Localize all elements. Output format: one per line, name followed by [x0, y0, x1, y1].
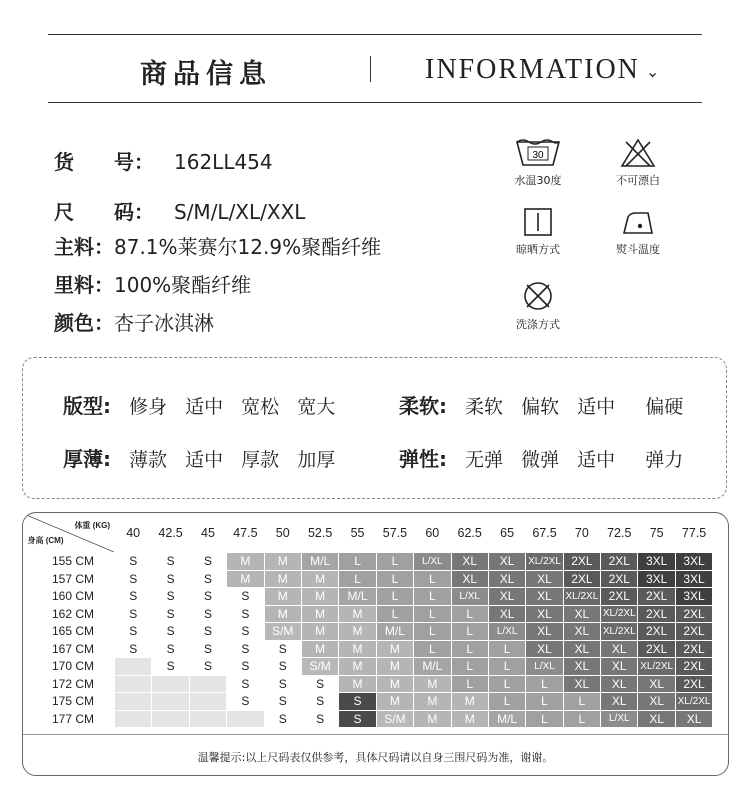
info-label: 主料： — [54, 235, 114, 259]
size-cell: XL — [638, 675, 675, 693]
size-cell — [115, 710, 152, 728]
size-cell: S — [264, 710, 301, 728]
care-label: 不可漂白 — [616, 174, 660, 187]
size-cell: M — [376, 693, 413, 711]
size-cell: S — [189, 658, 226, 676]
size-cell: S — [189, 623, 226, 641]
weight-header: 65 — [488, 514, 525, 553]
size-cell: S — [264, 640, 301, 658]
feature-option: 柔软 — [465, 396, 504, 418]
size-cell: M — [376, 658, 413, 676]
size-cell: M — [414, 675, 451, 693]
height-cell: 155 CM — [24, 553, 115, 571]
feature-option-selected: 适中 — [185, 445, 223, 472]
weight-header: 77.5 — [675, 514, 712, 553]
size-cell — [115, 693, 152, 711]
care-bleach — [608, 138, 668, 188]
weight-header: 57.5 — [376, 514, 413, 553]
size-cell: 3XL — [675, 588, 712, 606]
size-cell: L/XL — [488, 623, 525, 641]
feature-option: 偏软 — [521, 396, 560, 418]
feature-option: 薄款 — [129, 449, 168, 471]
size-cell — [115, 675, 152, 693]
weight-header: 62.5 — [451, 514, 488, 553]
size-cell: XL — [675, 710, 712, 728]
size-cell: XL — [451, 553, 488, 571]
size-table — [23, 513, 713, 728]
size-cell — [152, 693, 189, 711]
size-cell: S — [189, 605, 226, 623]
size-chart — [22, 512, 729, 776]
size-cell: L — [526, 710, 563, 728]
size-cell: L — [563, 710, 600, 728]
table-row — [24, 675, 713, 693]
size-cell: M — [339, 640, 376, 658]
height-cell: 170 CM — [24, 658, 115, 676]
size-cell: M — [339, 675, 376, 693]
size-cell: M — [339, 623, 376, 641]
size-cell: M — [264, 570, 301, 588]
weight-header: 72.5 — [601, 514, 638, 553]
no-dryclean-icon — [522, 280, 554, 312]
size-cell: M — [264, 605, 301, 623]
feature-option: 加厚 — [297, 449, 336, 471]
height-cell: 167 CM — [24, 640, 115, 658]
size-cell: L — [451, 658, 488, 676]
size-cell: S/M — [301, 658, 338, 676]
size-cell: S — [227, 623, 264, 641]
weight-header: 42.5 — [152, 514, 189, 553]
size-cell: M — [339, 658, 376, 676]
weight-header: 40 — [115, 514, 152, 553]
size-cell: M/L — [301, 553, 338, 571]
table-row — [24, 693, 713, 711]
feature-label: 版型: — [63, 394, 111, 418]
feature-label: 弹性: — [399, 447, 447, 471]
size-cell: 3XL — [638, 553, 675, 571]
size-cell: S — [264, 675, 301, 693]
size-cell: M — [414, 710, 451, 728]
feature-option: 微弹 — [521, 449, 560, 471]
size-cell — [115, 658, 152, 676]
size-cell: L — [488, 693, 525, 711]
size-cell: S — [189, 588, 226, 606]
size-cell: L — [376, 605, 413, 623]
size-cell: M — [376, 640, 413, 658]
care-iron — [608, 207, 668, 257]
size-cell: M — [301, 640, 338, 658]
size-cell: L/XL — [526, 658, 563, 676]
height-axis-label: 身高 (CM) — [27, 536, 64, 545]
weight-header: 50 — [264, 514, 301, 553]
info-label: 尺 码： — [54, 200, 154, 224]
feature-softness — [399, 390, 683, 419]
size-cell: M — [451, 693, 488, 711]
size-cell: S — [152, 623, 189, 641]
size-cell: L — [414, 623, 451, 641]
size-cell: S/M — [264, 623, 301, 641]
feature-option-selected: 适中 — [577, 392, 615, 419]
size-cell: L — [488, 640, 525, 658]
feature-option: 厚款 — [241, 449, 280, 471]
chevron-down-icon: ⌄ — [645, 63, 662, 81]
size-cell: M — [376, 675, 413, 693]
feature-option: 宽大 — [297, 396, 336, 418]
care-dry — [508, 207, 568, 257]
weight-header: 67.5 — [526, 514, 563, 553]
size-note: 温馨提示:以上尺码表仅供参考，具体尺码请以自身三围尺码为准，谢谢。 — [197, 751, 554, 764]
top-divider — [48, 34, 702, 35]
size-cell: XL — [563, 605, 600, 623]
size-cell: L/XL — [451, 588, 488, 606]
size-cell: S — [227, 605, 264, 623]
size-cell: M/L — [488, 710, 525, 728]
size-cell: L — [451, 640, 488, 658]
size-cell: XL — [601, 675, 638, 693]
weight-header: 47.5 — [227, 514, 264, 553]
size-cell: 3XL — [638, 570, 675, 588]
weight-header: 75 — [638, 514, 675, 553]
feature-fit — [63, 390, 335, 419]
size-cell: S — [339, 710, 376, 728]
weight-axis-label: 体重 (KG) — [74, 520, 110, 530]
size-cell — [152, 710, 189, 728]
size-cell: 2XL — [601, 553, 638, 571]
info-value: 162LL454 — [174, 150, 273, 174]
info-row-main-material — [54, 231, 381, 260]
size-cell: XL/2XL — [601, 623, 638, 641]
weight-header: 45 — [189, 514, 226, 553]
size-cell: L/XL — [601, 710, 638, 728]
size-cell: M — [301, 588, 338, 606]
weight-header: 52.5 — [301, 514, 338, 553]
table-row — [24, 570, 713, 588]
care-dryclean — [508, 280, 568, 332]
size-table-body — [24, 553, 713, 728]
size-cell: XL — [563, 640, 600, 658]
iron-icon — [618, 207, 658, 237]
size-cell: XL — [526, 623, 563, 641]
size-cell: L — [451, 623, 488, 641]
size-cell — [189, 675, 226, 693]
size-cell: L — [376, 588, 413, 606]
size-cell: L — [488, 675, 525, 693]
size-cell: L — [488, 658, 525, 676]
size-cell: L — [563, 693, 600, 711]
info-value: 杏子冰淇淋 — [114, 311, 214, 335]
size-cell: XL/2XL — [526, 553, 563, 571]
table-row — [24, 588, 713, 606]
size-cell: M — [339, 605, 376, 623]
info-row-size — [54, 196, 305, 225]
size-cell: S — [189, 570, 226, 588]
feature-option-selected: 无弹 — [465, 445, 503, 472]
size-cell: L — [376, 553, 413, 571]
size-cell: L — [526, 693, 563, 711]
size-cell: L — [414, 605, 451, 623]
size-cell: XL — [638, 693, 675, 711]
wash-30-icon — [515, 138, 561, 168]
size-cell: XL — [563, 658, 600, 676]
table-row — [24, 658, 713, 676]
header-bottom-divider — [48, 102, 702, 103]
size-cell: 2XL — [638, 640, 675, 658]
size-cell: 3XL — [675, 570, 712, 588]
table-row — [24, 640, 713, 658]
title-chinese: 商品信息 — [140, 59, 272, 90]
feature-option: 适中 — [185, 396, 224, 418]
size-cell: S — [339, 693, 376, 711]
feature-option: 弹力 — [645, 449, 684, 471]
table-row — [24, 605, 713, 623]
info-value: S/M/L/XL/XXL — [174, 200, 306, 224]
no-bleach-icon — [618, 138, 658, 168]
size-cell: S — [264, 658, 301, 676]
feature-thickness — [63, 443, 335, 472]
size-cell: M/L — [376, 623, 413, 641]
size-cell: S — [152, 640, 189, 658]
size-cell: L — [414, 640, 451, 658]
size-cell: M — [227, 553, 264, 571]
care-wash — [508, 138, 568, 188]
size-cell: S — [152, 588, 189, 606]
size-cell: M — [451, 710, 488, 728]
size-cell: L — [376, 570, 413, 588]
weight-header: 60 — [414, 514, 451, 553]
size-cell: S — [115, 570, 152, 588]
size-cell: S — [115, 588, 152, 606]
wash-temp-text: 30 — [532, 150, 544, 161]
size-cell: L — [414, 588, 451, 606]
size-cell: XL — [563, 623, 600, 641]
info-row-color — [54, 307, 214, 336]
info-label: 颜色： — [54, 311, 114, 335]
info-row-lining — [54, 269, 251, 298]
size-cell: S/M — [376, 710, 413, 728]
size-cell: S — [227, 675, 264, 693]
size-cell: XL — [488, 570, 525, 588]
size-cell: XL/2XL — [675, 693, 712, 711]
size-cell: XL/2XL — [638, 658, 675, 676]
table-row — [24, 710, 713, 728]
size-cell: S — [115, 640, 152, 658]
size-cell: 2XL — [675, 675, 712, 693]
height-cell: 157 CM — [24, 570, 115, 588]
table-row — [24, 623, 713, 641]
size-cell: XL/2XL — [601, 605, 638, 623]
size-cell: 2XL — [638, 605, 675, 623]
size-cell: 3XL — [675, 553, 712, 571]
size-cell: M/L — [414, 658, 451, 676]
size-cell: S — [115, 553, 152, 571]
size-cell: 2XL — [563, 570, 600, 588]
size-cell: L/XL — [414, 553, 451, 571]
size-cell: S — [301, 710, 338, 728]
height-cell: 165 CM — [24, 623, 115, 641]
size-cell: XL — [526, 605, 563, 623]
size-cell: S — [264, 693, 301, 711]
height-cell: 175 CM — [24, 693, 115, 711]
size-cell: M — [301, 570, 338, 588]
size-cell: S — [152, 553, 189, 571]
size-cell: M/L — [339, 588, 376, 606]
size-table-header — [24, 514, 713, 553]
care-label: 水温30度 — [514, 174, 562, 187]
size-cell: 2XL — [675, 623, 712, 641]
size-cell: S — [152, 658, 189, 676]
info-value: 100%聚酯纤维 — [114, 273, 252, 297]
size-cell: S — [227, 640, 264, 658]
size-cell: XL — [601, 658, 638, 676]
size-cell — [227, 710, 264, 728]
size-cell: XL — [526, 588, 563, 606]
size-cell: S — [152, 570, 189, 588]
feature-option: 偏硬 — [645, 396, 684, 418]
size-cell: M — [264, 553, 301, 571]
size-cell: 2XL — [675, 640, 712, 658]
weight-header: 70 — [563, 514, 600, 553]
height-cell: 160 CM — [24, 588, 115, 606]
size-cell: M — [301, 605, 338, 623]
title-english-text: INFORMATION — [425, 54, 640, 85]
feature-option-selected: 宽松 — [241, 392, 279, 419]
care-label: 熨斗温度 — [616, 243, 660, 256]
feature-option: 适中 — [577, 449, 616, 471]
height-cell: 177 CM — [24, 710, 115, 728]
size-cell: S — [115, 623, 152, 641]
size-cell: 2XL — [638, 623, 675, 641]
size-cell — [189, 693, 226, 711]
title-english[interactable] — [425, 54, 661, 86]
size-cell: 2XL — [675, 605, 712, 623]
feature-option: 修身 — [129, 396, 168, 418]
info-label: 里料： — [54, 273, 114, 297]
size-cell: XL — [638, 710, 675, 728]
size-cell: L — [339, 570, 376, 588]
size-table-corner — [24, 514, 115, 553]
size-cell: XL — [526, 570, 563, 588]
size-cell: S — [152, 605, 189, 623]
size-cell — [189, 710, 226, 728]
size-cell: L — [526, 675, 563, 693]
note-divider — [23, 734, 728, 735]
size-cell: L — [339, 553, 376, 571]
care-label: 晾晒方式 — [516, 243, 560, 256]
size-cell: L — [414, 570, 451, 588]
size-cell: XL — [488, 588, 525, 606]
table-row — [24, 553, 713, 571]
size-cell: S — [189, 640, 226, 658]
size-cell: 2XL — [601, 570, 638, 588]
size-cell: M — [264, 588, 301, 606]
size-cell: XL/2XL — [563, 588, 600, 606]
info-row-sku — [54, 146, 273, 175]
size-cell: S — [301, 693, 338, 711]
height-cell: 162 CM — [24, 605, 115, 623]
size-cell: S — [227, 588, 264, 606]
size-cell: XL — [488, 605, 525, 623]
height-cell: 172 CM — [24, 675, 115, 693]
feature-elasticity — [399, 443, 683, 472]
size-cell: XL — [488, 553, 525, 571]
weight-header: 55 — [339, 514, 376, 553]
title-separator — [370, 56, 371, 82]
feature-label: 柔软: — [399, 394, 447, 418]
size-cell: XL — [601, 640, 638, 658]
size-cell: 2XL — [601, 588, 638, 606]
size-cell: XL — [451, 570, 488, 588]
size-cell: XL — [526, 640, 563, 658]
size-cell: M — [301, 623, 338, 641]
size-cell: L — [451, 675, 488, 693]
size-cell: S — [189, 553, 226, 571]
info-value: 87.1%莱赛尔12.9%聚酯纤维 — [114, 235, 382, 259]
line-dry-icon — [523, 207, 553, 237]
size-cell: S — [227, 658, 264, 676]
size-cell: S — [115, 605, 152, 623]
feature-label: 厚薄: — [63, 447, 111, 471]
size-cell: L — [451, 605, 488, 623]
size-cell — [152, 675, 189, 693]
size-cell: S — [227, 693, 264, 711]
size-cell: M — [414, 693, 451, 711]
size-cell: S — [301, 675, 338, 693]
size-cell: XL — [601, 693, 638, 711]
size-cell: 2XL — [675, 658, 712, 676]
size-cell: 2XL — [563, 553, 600, 571]
info-label: 货 号： — [54, 150, 154, 174]
size-cell: 2XL — [638, 588, 675, 606]
size-cell: XL — [563, 675, 600, 693]
care-label: 洗涤方式 — [516, 318, 560, 331]
fabric-features-box — [22, 357, 727, 499]
size-cell: M — [227, 570, 264, 588]
